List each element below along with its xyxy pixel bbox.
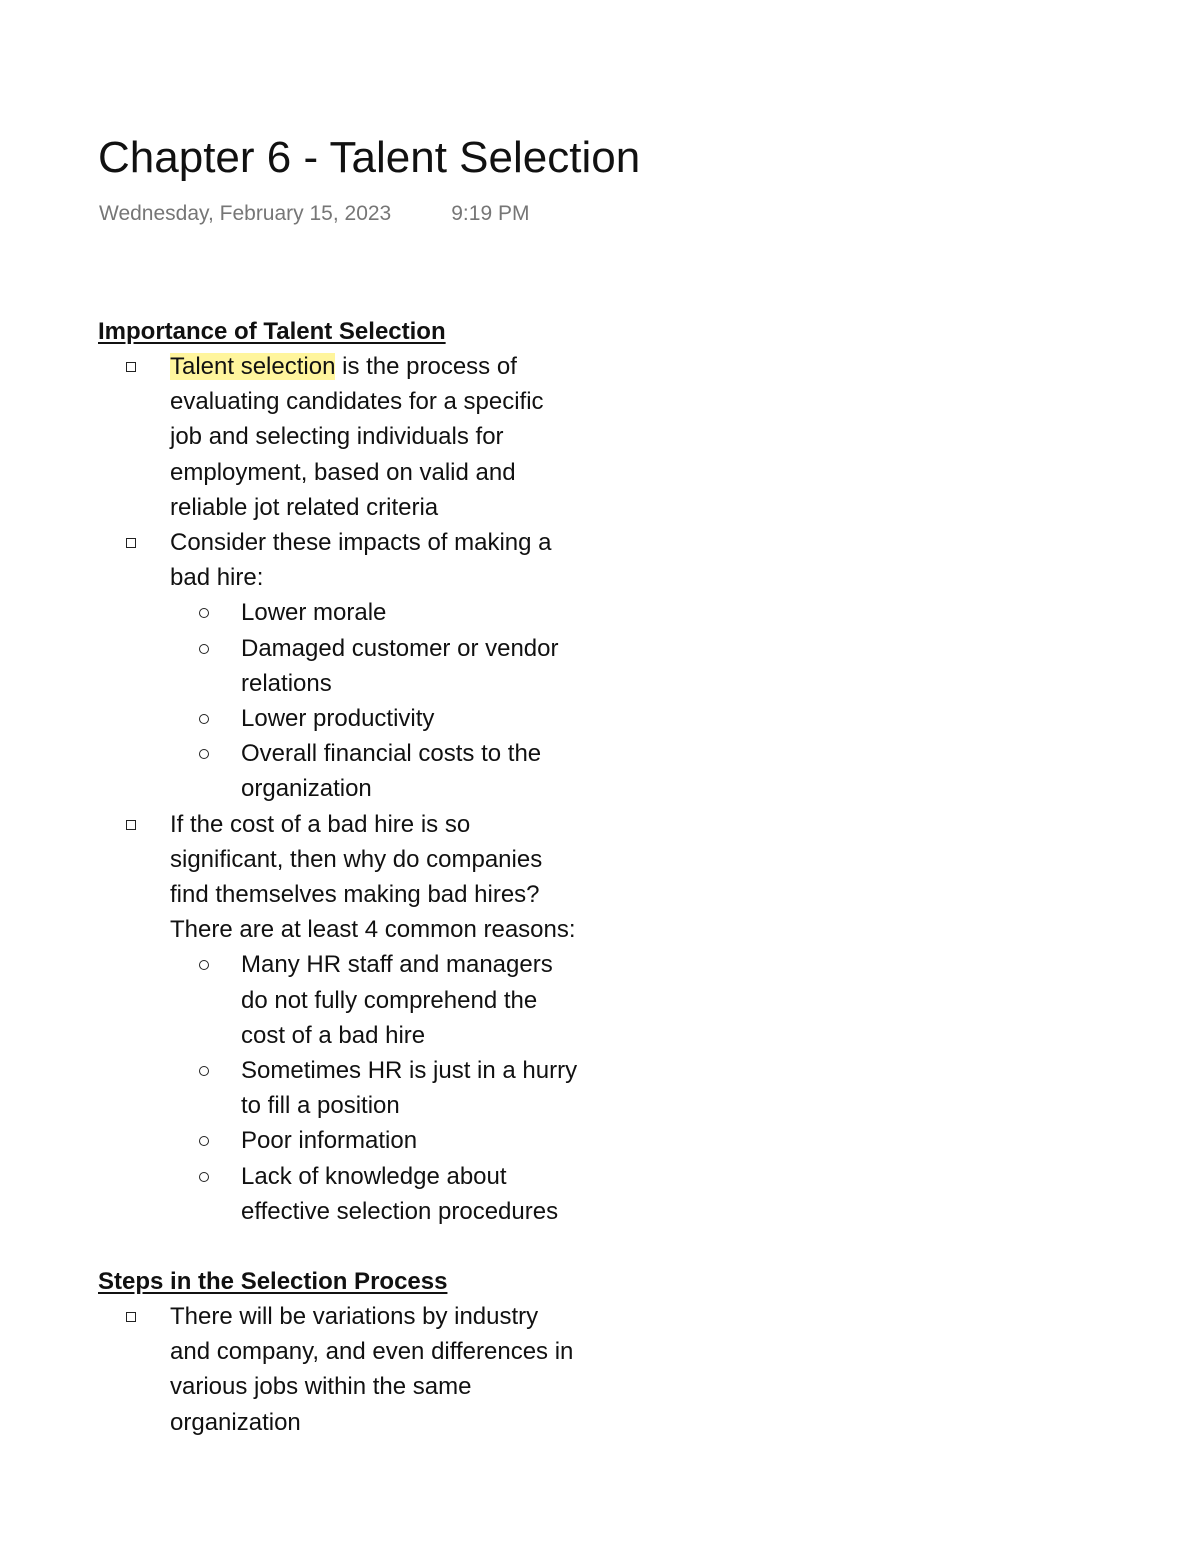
section-heading-importance: Importance of Talent Selection <box>98 318 446 345</box>
page-meta <box>99 200 529 228</box>
sub-list-item <box>170 595 582 630</box>
circle-bullet-icon <box>199 1172 209 1182</box>
sub-list-item <box>170 631 582 701</box>
circle-bullet-icon <box>199 1066 209 1076</box>
list-item-text: There will be variations by industry and company, and even differences in various jobs within the same organization <box>170 1303 574 1436</box>
sub-list-item <box>170 701 582 736</box>
sub-list-item-text: Many HR staff and managers do not fully comprehend the cost of a bad hire <box>241 951 553 1049</box>
list-item-text: is the process of evaluating candidates for a specific job and selecting individuals for employment, based on valid and reliable jot related criteria <box>170 353 544 521</box>
sub-list-item-text: Lower morale <box>241 599 387 627</box>
note-content <box>98 314 658 1440</box>
circle-bullet-icon <box>199 1136 209 1146</box>
circle-bullet-icon <box>199 960 209 970</box>
page-title: Chapter 6 - Talent Selection <box>98 133 641 182</box>
sub-list-item-text: Overall financial costs to the organization <box>241 740 542 803</box>
sub-list-item <box>170 1159 582 1229</box>
circle-bullet-icon <box>199 644 209 654</box>
circle-bullet-icon <box>199 608 209 618</box>
page-date: Wednesday, February 15, 2023 <box>99 202 392 225</box>
sub-bullet-list <box>170 947 582 1229</box>
sub-list-item-text: Lower productivity <box>241 705 435 733</box>
list-item <box>98 807 582 1229</box>
circle-bullet-icon <box>199 714 209 724</box>
square-bullet-icon <box>126 362 136 372</box>
sub-list-item <box>170 947 582 1053</box>
sub-list-item <box>170 736 582 806</box>
sub-list-item <box>170 1053 582 1123</box>
sub-list-item-text: Lack of knowledge about effective selection procedures <box>241 1162 559 1225</box>
square-bullet-icon <box>126 538 136 548</box>
sub-bullet-list <box>170 595 582 806</box>
sub-list-item-text: Damaged customer or vendor relations <box>241 634 559 697</box>
square-bullet-icon <box>126 1312 136 1322</box>
list-item-text: If the cost of a bad hire is so significant, then why do companies find themselves making bad hires? There are at least 4 common reasons: <box>170 810 576 944</box>
sub-list-item-text: Poor information <box>241 1127 418 1155</box>
circle-bullet-icon <box>199 749 209 759</box>
list-item <box>98 349 582 525</box>
section-heading-steps: Steps in the Selection Process <box>98 1268 448 1296</box>
bullet-list <box>98 349 658 1229</box>
sub-list-item-text: Sometimes HR is just in a hurry to fill a position <box>241 1057 578 1120</box>
list-item <box>98 525 582 807</box>
page-time: 9:19 PM <box>451 202 530 225</box>
bullet-list <box>98 1299 658 1440</box>
highlighted-term: Talent selection <box>170 353 336 380</box>
sub-list-item <box>170 1123 582 1158</box>
list-item-text: Consider these impacts of making a bad hire: <box>170 529 552 592</box>
list-item <box>98 1299 582 1440</box>
square-bullet-icon <box>126 820 136 830</box>
